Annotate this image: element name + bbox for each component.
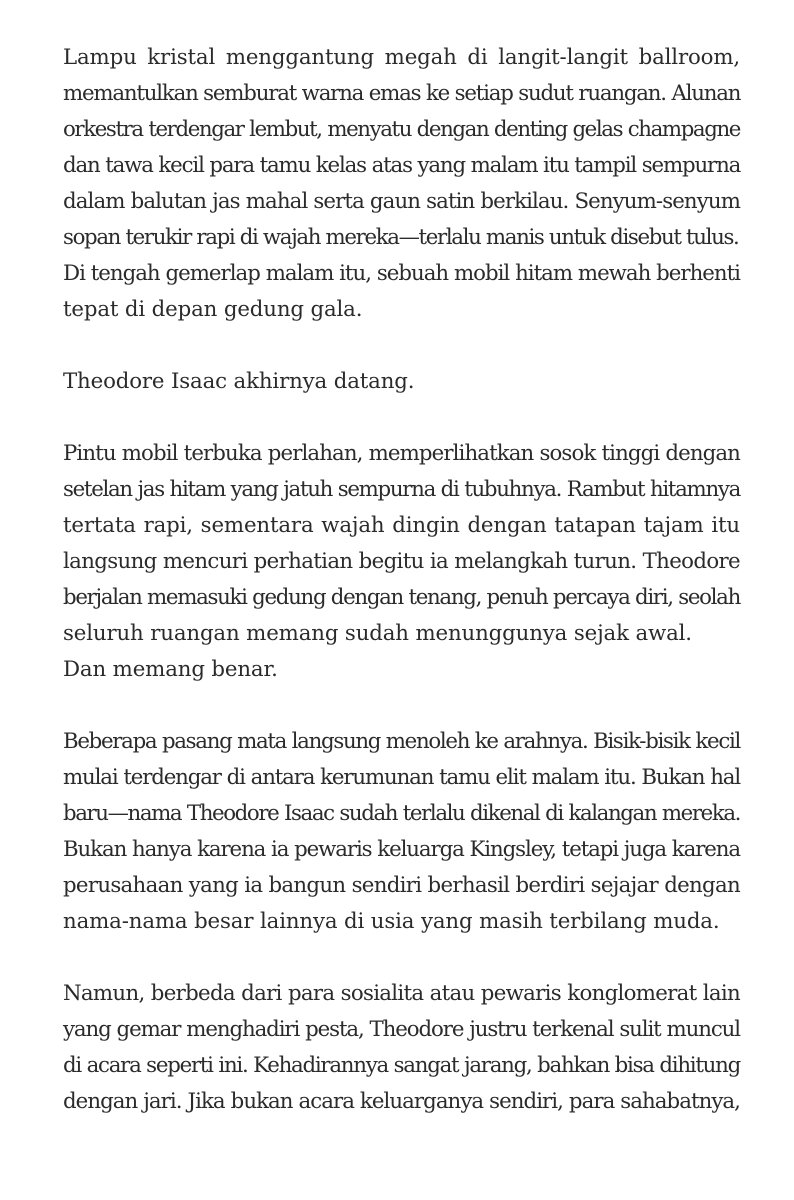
text-line: Bukan hanya karena ia pewaris keluarga Kingsley, tetapi juga karena	[63, 837, 740, 862]
paragraph-gap	[63, 940, 740, 976]
text-line: Namun, berbeda dari para sosialita atau pewaris konglomerat lain	[63, 981, 740, 1006]
text-line: mulai terdengar di antara kerumunan tamu elit malam itu. Bukan hal	[63, 765, 740, 790]
text-line: Dan memang benar.	[63, 657, 278, 682]
text-line: seluruh ruangan memang sudah menunggunya sejak awal.	[63, 621, 692, 646]
text-line: tertata rapi, sementara wajah dingin dengan tatapan tajam itu	[63, 513, 740, 538]
text-line: baru—nama Theodore Isaac sudah terlalu dikenal di kalangan mereka.	[63, 801, 740, 826]
text-line: dengan jari. Jika bukan acara keluarganya sendiri, para sahabatnya,	[63, 1089, 740, 1114]
text-line: nama-nama besar lainnya di usia yang masih terbilang muda.	[63, 909, 720, 934]
text-line: Pintu mobil terbuka perlahan, memperlihatkan sosok tinggi dengan	[63, 441, 740, 466]
text-line: Beberapa pasang mata langsung menoleh ke arahnya. Bisik-bisik kecil	[63, 729, 740, 754]
text-line: berjalan memasuki gedung dengan tenang, penuh percaya diri, seolah	[63, 585, 740, 610]
text-line: sopan terukir rapi di wajah mereka—terlalu manis untuk disebut tulus.	[63, 225, 739, 250]
text-line: orkestra terdengar lembut, menyatu dengan denting gelas champagne	[63, 117, 740, 142]
text-line: Lampu kristal menggantung megah di langit-langit ballroom,	[63, 45, 740, 70]
paragraph-2	[63, 364, 740, 400]
text-line: perusahaan yang ia bangun sendiri berhasil berdiri sejajar dengan	[63, 873, 740, 898]
text-line: di acara seperti ini. Kehadirannya sangat jarang, bahkan bisa dihitung	[63, 1053, 740, 1078]
paragraph-gap	[63, 688, 740, 724]
text-line: Di tengah gemerlap malam itu, sebuah mobil hitam mewah berhenti	[63, 261, 740, 286]
paragraph-1	[63, 40, 740, 328]
paragraph-4	[63, 724, 740, 940]
text-line: Theodore Isaac akhirnya datang.	[63, 369, 415, 394]
text-line: setelan jas hitam yang jatuh sempurna di tubuhnya. Rambut hitamnya	[63, 477, 740, 502]
text-line: yang gemar menghadiri pesta, Theodore justru terkenal sulit muncul	[63, 1017, 740, 1042]
text-line: dan tawa kecil para tamu kelas atas yang malam itu tampil sempurna	[63, 153, 741, 178]
text-line: tepat di depan gedung gala.	[63, 297, 363, 322]
text-line: memantulkan semburat warna emas ke setiap sudut ruangan. Alunan	[63, 81, 741, 106]
paragraph-gap	[63, 328, 740, 364]
paragraph-5	[63, 976, 740, 1120]
paragraph-gap	[63, 400, 740, 436]
text-line: langsung mencuri perhatian begitu ia melangkah turun. Theodore	[63, 549, 740, 574]
paragraph-3	[63, 436, 740, 688]
text-line: dalam balutan jas mahal serta gaun satin berkilau. Senyum-senyum	[63, 189, 740, 214]
